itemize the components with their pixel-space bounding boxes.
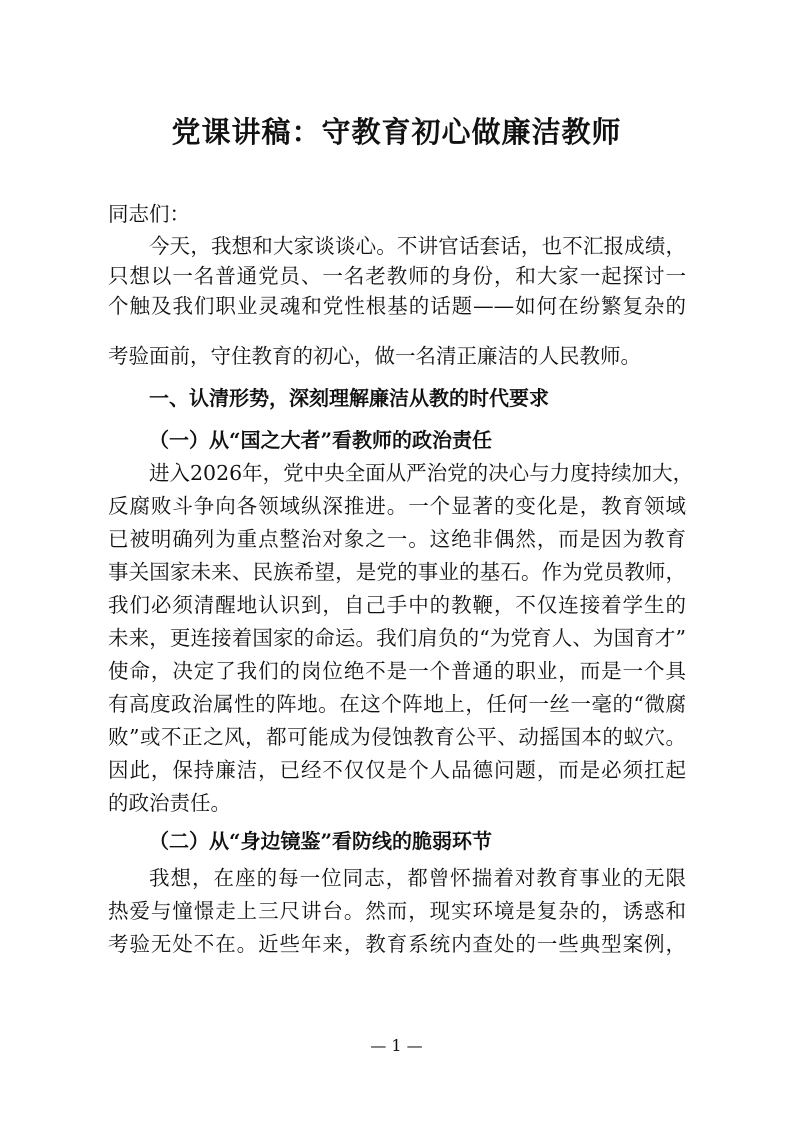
subsection-heading: （一）从“国之大者”看教师的政治责任 (149, 428, 493, 452)
body-line: 未来，更连接着国家的命运。我们肩负的“为党育人、为国育才” (108, 626, 686, 650)
intro-line: 今天，我想和大家谈谈心。不讲官话套话，也不汇报成绩， (149, 234, 686, 258)
section-heading: 一、认清形势，深刻理解廉洁从教的时代要求 (149, 386, 549, 410)
body-line: 进入2026年，党中央全面从严治党的决心与力度持续加大， (149, 461, 694, 485)
body-line: 因此，保持廉洁，已经不仅仅是个人品德问题，而是必须扛起 (108, 758, 686, 782)
body-line: 已被明确列为重点整治对象之一。这绝非偶然，而是因为教育 (108, 527, 686, 551)
body-line: 考验无处不在。近些年来，教育系统内查处的一些典型案例， (108, 932, 686, 956)
intro-line: 只想以一名普通党员、一名老教师的身份，和大家一起探讨一 (108, 264, 686, 288)
body-line: 败”或不正之风，都可能成为侵蚀教育公平、动摇国本的蚁穴。 (108, 725, 686, 749)
page-number: — 1 — (370, 1036, 423, 1055)
salutation: 同志们： (108, 202, 190, 226)
intro-line: 考验面前，守住教育的初心，做一名清正廉洁的人民教师。 (108, 344, 641, 368)
body-line: 我想，在座的每一位同志，都曾怀揣着对教育事业的无限 (149, 866, 686, 890)
body-line: 热爱与憧憬走上三尺讲台。然而，现实环境是复杂的，诱惑和 (108, 899, 686, 923)
subsection-heading: （二）从“身边镜鉴”看防线的脆弱环节 (149, 829, 493, 853)
body-line: 反腐败斗争向各领域纵深推进。一个显著的变化是，教育领域 (108, 494, 686, 518)
body-line: 我们必须清醒地认识到，自己手中的教鞭，不仅连接着学生的 (108, 593, 686, 617)
body-line: 使命，决定了我们的岗位绝不是一个普通的职业，而是一个具 (108, 659, 686, 683)
body-line: 有高度政治属性的阵地。在这个阵地上，任何一丝一毫的“微腐 (108, 692, 686, 716)
body-line: 的政治责任。 (108, 791, 231, 815)
intro-line: 个触及我们职业灵魂和党性根基的话题——如何在纷繁复杂的 (108, 294, 686, 318)
body-line: 事关国家未来、民族希望，是党的事业的基石。作为党员教师， (108, 560, 686, 584)
document-title: 党课讲稿：守教育初心做廉洁教师 (171, 115, 622, 149)
